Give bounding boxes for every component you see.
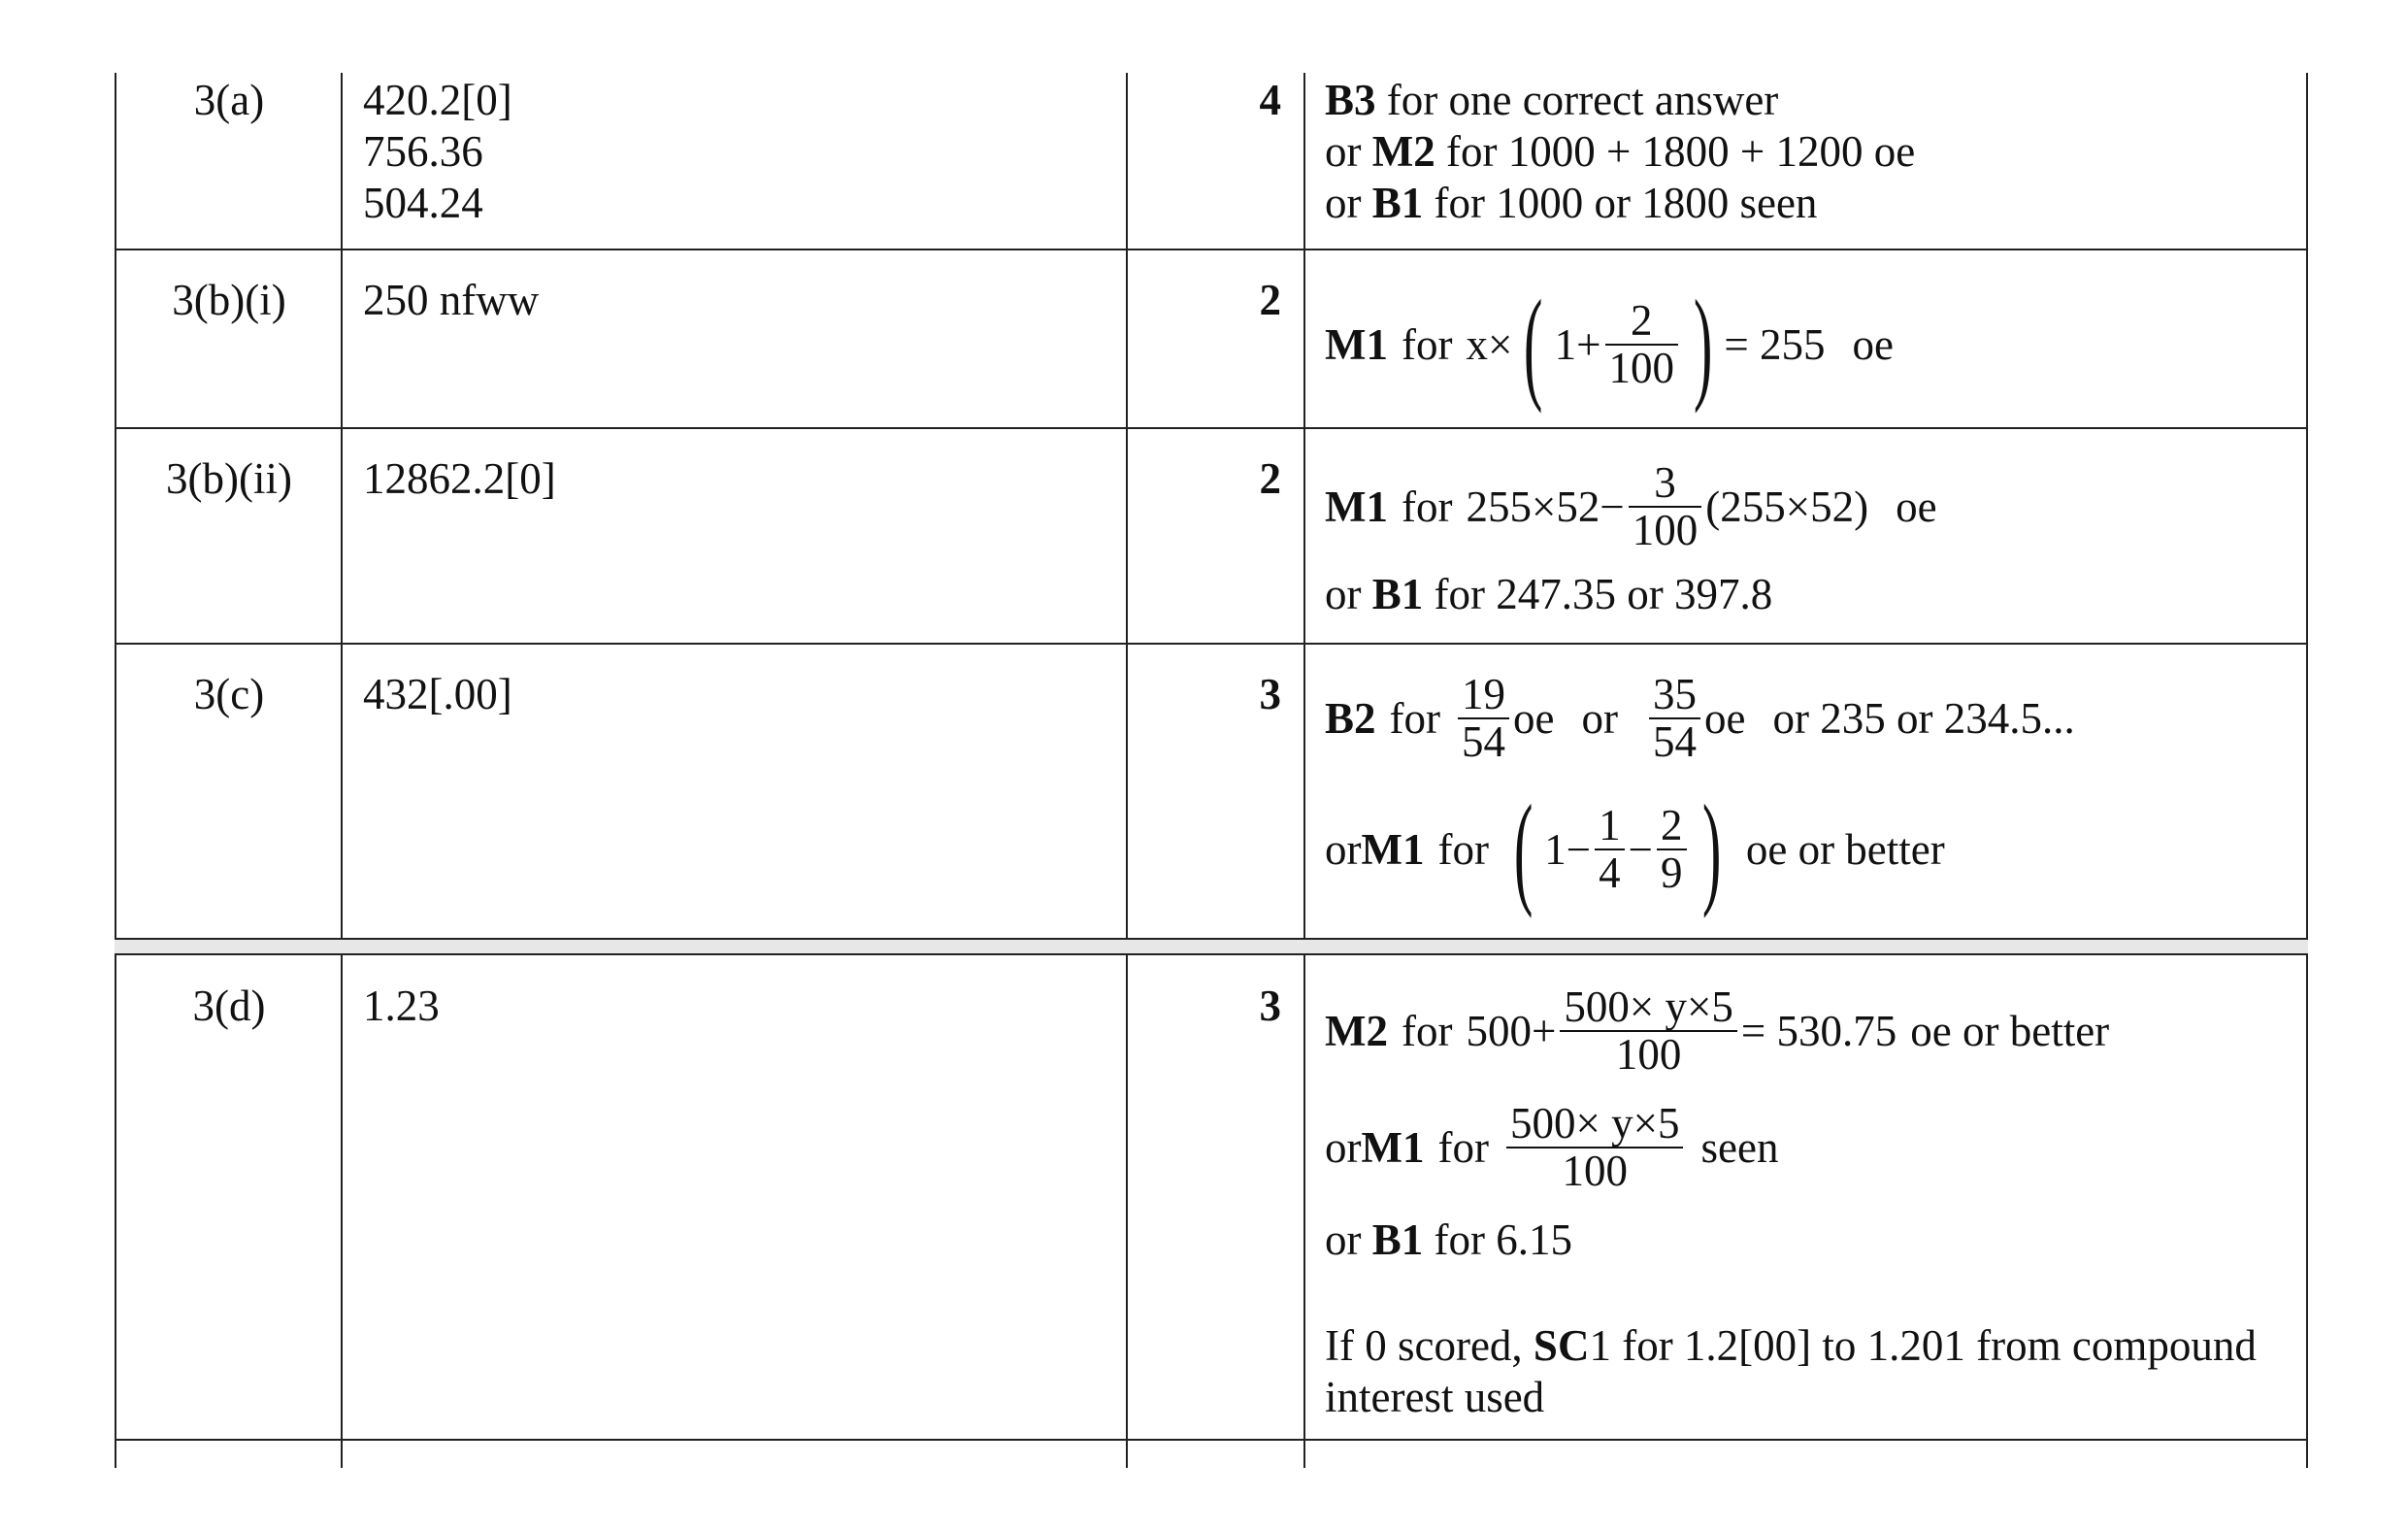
guidance-cell — [1325, 75, 1915, 229]
guidance-text: for 247.35 or 397.8 — [1423, 570, 1773, 618]
answer-cell: 1.23 — [363, 982, 440, 1030]
guidance-line — [1325, 1101, 1778, 1195]
guidance-text: or — [1325, 824, 1362, 874]
left-parenthesis: ( — [1513, 780, 1534, 919]
guidance-text: for 1000 + 1800 + 1200 oe — [1435, 127, 1916, 176]
guidance-line — [1325, 1215, 1572, 1266]
mark-code: M1 — [1361, 1122, 1425, 1172]
fraction-numerator: 500× y×5 — [1506, 1101, 1684, 1148]
row-divider — [115, 427, 2308, 429]
fraction — [1649, 672, 1700, 766]
guidance-text: or — [1325, 179, 1372, 227]
fraction-numerator: 19 — [1458, 672, 1509, 719]
guidance-text: oe or better — [1745, 824, 1945, 874]
row-divider — [115, 938, 2308, 940]
math-expression: 255×52− — [1466, 482, 1625, 531]
guidance-text: for 6.15 — [1423, 1215, 1572, 1264]
math-expression: 1− — [1544, 824, 1592, 874]
right-parenthesis: ) — [1701, 780, 1721, 919]
guidance-text: for — [1401, 1006, 1453, 1055]
guidance-line — [1325, 780, 1945, 919]
mark-code: B1 — [1371, 179, 1424, 227]
marks-cell: 4 — [1259, 76, 1281, 124]
fraction — [1506, 1101, 1684, 1195]
fraction — [1605, 295, 1679, 392]
answer-line: 504.24 — [363, 179, 483, 227]
fraction-denominator: 100 — [1632, 506, 1699, 555]
mark-code: B1 — [1371, 570, 1424, 618]
math-expression: 1+ — [1554, 319, 1601, 369]
marks-cell: 3 — [1259, 670, 1281, 718]
table-divider-marks — [1303, 73, 1305, 1468]
mark-code: M1 — [1325, 319, 1388, 369]
table-border-right — [2306, 73, 2308, 1468]
fraction-denominator: 100 — [1615, 1030, 1682, 1080]
fraction-denominator: 9 — [1661, 849, 1683, 897]
mark-code: M2 — [1371, 127, 1435, 176]
answer-line: 420.2[0] — [363, 76, 512, 124]
guidance-text: oe — [1513, 693, 1555, 743]
guidance-line — [1325, 75, 1915, 126]
fraction-denominator: 100 — [1562, 1147, 1628, 1196]
guidance-text: or — [1325, 127, 1372, 176]
guidance-text: seen — [1700, 1122, 1779, 1172]
fraction-numerator: 2 — [1605, 298, 1679, 346]
left-parenthesis: ( — [1524, 275, 1543, 415]
guidance-text: oe — [1703, 693, 1746, 743]
guidance-text: oe — [1896, 482, 1937, 531]
row-divider — [115, 643, 2308, 645]
fraction-denominator: 54 — [1462, 717, 1505, 767]
guidance-text: for — [1401, 482, 1453, 531]
fraction-denominator: 100 — [1608, 344, 1675, 392]
mark-code: M1 — [1325, 482, 1388, 531]
fraction — [1657, 800, 1687, 897]
fraction-denominator: 54 — [1652, 717, 1697, 767]
math-expression: (255×52) — [1705, 482, 1869, 531]
guidance-line — [1325, 126, 1915, 178]
guidance-line — [1325, 569, 1772, 620]
row-divider — [115, 1439, 2308, 1441]
fraction-numerator: 2 — [1657, 803, 1687, 850]
answer-cell: 250 nfww — [363, 276, 540, 324]
row-divider — [115, 249, 2308, 250]
fraction — [1560, 984, 1737, 1079]
question-number: 3(c) — [193, 670, 265, 718]
marks-cell: 2 — [1259, 454, 1281, 503]
marks-cell: 2 — [1259, 276, 1281, 324]
mark-code: M2 — [1325, 1006, 1388, 1055]
answer-cell — [363, 75, 512, 229]
math-expression: x× — [1466, 319, 1513, 369]
mark-code: B1 — [1371, 1215, 1424, 1264]
page-break-band — [115, 939, 2308, 954]
math-expression: 500+ — [1466, 1006, 1557, 1055]
answer-line: 756.36 — [363, 127, 483, 176]
row-divider — [115, 953, 2308, 955]
guidance-text: for — [1437, 824, 1489, 874]
fraction — [1458, 672, 1509, 766]
math-expression: − — [1628, 824, 1654, 874]
guidance-text: for — [1401, 319, 1453, 369]
guidance-text: or — [1581, 693, 1618, 743]
guidance-text: for 1000 or 1800 seen — [1423, 179, 1818, 227]
guidance-line — [1325, 1320, 2257, 1372]
guidance-line — [1325, 178, 1915, 229]
mark-code: B3 — [1325, 76, 1376, 124]
question-number: 3(a) — [193, 76, 265, 124]
marks-cell: 3 — [1259, 982, 1281, 1030]
guidance-line — [1325, 984, 2109, 1079]
question-number: 3(d) — [192, 982, 266, 1030]
guidance-text: or 235 or 234.5... — [1772, 693, 2075, 743]
guidance-text: or — [1325, 570, 1372, 618]
fraction-numerator: 35 — [1649, 672, 1700, 719]
answer-cell: 432[.00] — [363, 670, 512, 718]
guidance-line — [1325, 672, 2075, 766]
guidance-text: If 0 scored, — [1325, 1321, 1534, 1370]
guidance-text: for — [1389, 693, 1440, 743]
answer-cell: 12862.2[0] — [363, 454, 556, 503]
guidance-line — [1325, 1372, 1544, 1423]
fraction-numerator: 500× y×5 — [1560, 984, 1737, 1032]
guidance-text: 1 for 1.2[00] to 1.201 from compound — [1589, 1321, 2257, 1370]
question-number: 3(b)(i) — [172, 276, 286, 324]
right-parenthesis: ) — [1693, 275, 1713, 415]
mark-code: M1 — [1361, 824, 1425, 874]
guidance-text: oe — [1852, 319, 1894, 369]
guidance-cell — [1325, 275, 1894, 415]
fraction-numerator: 3 — [1629, 460, 1702, 508]
math-expression: = 255 — [1724, 319, 1826, 369]
fraction-denominator: 4 — [1599, 849, 1621, 897]
guidance-text: or — [1325, 1122, 1362, 1172]
fraction-numerator: 1 — [1595, 803, 1625, 850]
mark-code: B2 — [1325, 693, 1376, 743]
guidance-text: oe or better — [1910, 1006, 2110, 1055]
question-number: 3(b)(ii) — [166, 454, 292, 503]
guidance-text: or — [1325, 1215, 1372, 1264]
fraction — [1629, 460, 1702, 554]
math-expression: = 530.75 — [1740, 1006, 1897, 1055]
mark-code: SC — [1533, 1321, 1590, 1370]
guidance-text: interest used — [1325, 1373, 1545, 1421]
fraction — [1595, 800, 1625, 897]
guidance-cell — [1325, 460, 1937, 554]
guidance-text: for one correct answer — [1375, 76, 1779, 124]
guidance-text: for — [1437, 1122, 1489, 1172]
